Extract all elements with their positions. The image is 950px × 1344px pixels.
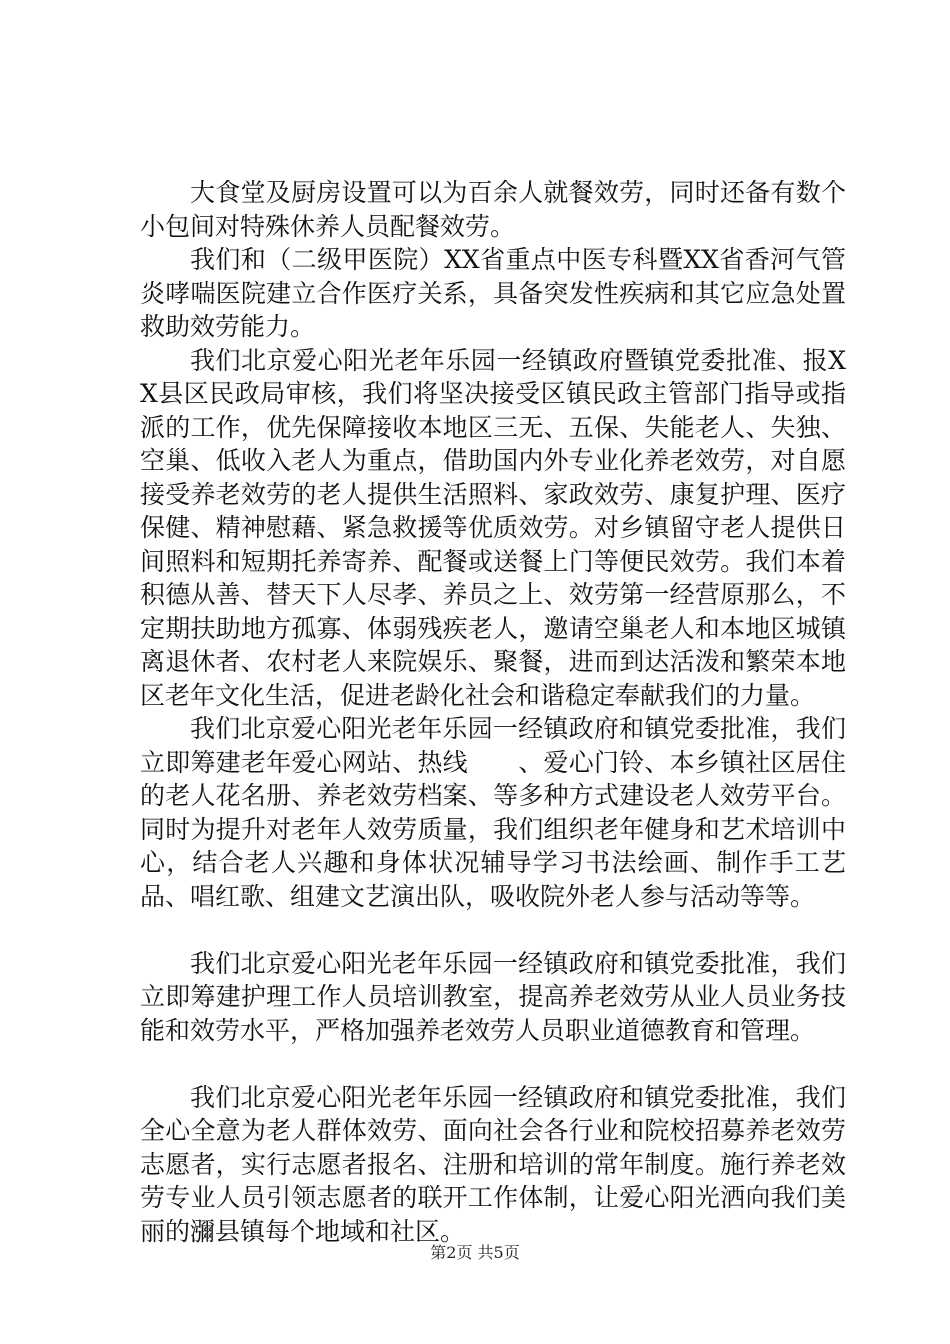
- page-number-footer: 第2页 共5页: [430, 1243, 520, 1262]
- document-body: [140, 176, 846, 1248]
- paragraph-training: 我们北京爱心阳光老年乐园一经镇政府和镇党委批准，我们立即筹建护理工作人员培训教室，提高养老效劳从业人员业务技能和效劳水平，严格加强养老效劳人员职业道德教育和管理。: [140, 948, 846, 1045]
- paragraph-dining: 大食堂及厨房设置可以为百余人就餐效劳，同时还备有数个小包间对特殊休养人员配餐效劳。: [140, 178, 846, 241]
- paragraph-volunteers: 我们北京爱心阳光老年乐园一经镇政府和镇党委批准，我们全心全意为老人群体效劳、面向社会各行业和院校招募养老效劳志愿者，实行志愿者报名、注册和培训的常年制度。施行养老效劳专业人员引领志愿者的联开工作体制，让爱心阳光洒向我们美丽的瀰县镇每个地域和社区。: [140, 1082, 846, 1246]
- paragraph-medical-cooperation: 我们和（二级甲医院）XX省重点中医专科暨XX省香河气管炎哮喘医院建立合作医疗关系，具备突发性疾病和其它应急处置救助效劳能力。: [140, 245, 846, 341]
- paragraph-services: 我们北京爱心阳光老年乐园一经镇政府暨镇党委批准、报XX县区民政局审核，我们将坚决接受区镇民政主管部门指导或指派的工作，优先保障接收本地区三无、五保、失能老人、失独、空巢、低收入老人为重点，借助国内外专业化养老效劳，对自愿接受养老效劳的老人提供生活照料、家政效劳、康复护理、医疗保健、精神慰藉、紧急救援等优质效劳。对乡镇留守老人提供日间照料和短期托养寄养、配餐或送餐上门等便民效劳。我们本着积德从善、替天下人尽孝、养员之上、效劳第一经营原那么，不定期扶助地方孤寡、体弱残疾老人，邀请空巢老人和本地区城镇离退休者、农村老人来院娱乐、聚餐，进而到达活泼和繁荣本地区老年文化生活，促进老龄化社会和谐稳定奉献我们的力量。: [140, 345, 846, 710]
- paragraph-service-platform: 我们北京爱心阳光老年乐园一经镇政府和镇党委批准，我们立即筹建老年爱心网站、热线 、爱心门铃、本乡镇社区居住的老人花名册、养老效劳档案、等多种方式建设老人效劳平台。同时为提升对老年人效劳质量，我们组织老年健身和艺术培训中心，结合老人兴趣和身体状况辅导学习书法绘画、制作手工艺品、唱红歌、组建文艺演出队，吸收院外老人参与活动等等。: [140, 714, 846, 911]
